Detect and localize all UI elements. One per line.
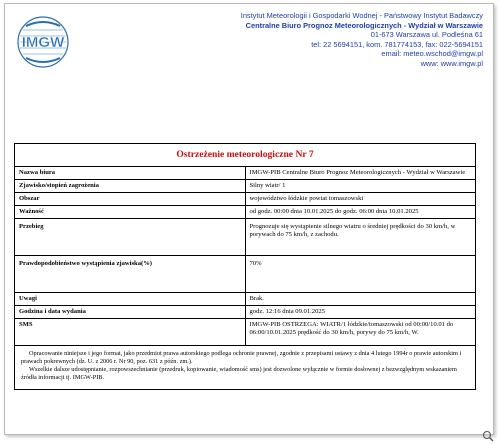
www-line[interactable]: www: www.imgw.pl [420,58,483,68]
row-value: od godz. 00:00 dnia 10.01.2025 do godz. 06:00 dnia 10.01.2025 [245,206,476,219]
row-value: godz. 12:16 dnia 09.01.2025 [245,306,476,319]
imgw-logo [17,16,69,68]
row-value: IMGW-PIB Centralne Biuro Prognoz Meteorologicznych - Wydział w Warszawie [245,167,476,180]
row-label: Przebieg [15,219,246,256]
row-label: Prawdopodobieństwo wystąpienia zjawiska(%) [15,256,246,293]
copyright-note [15,346,476,390]
row-label: SMS [15,319,246,346]
table-row [15,167,476,180]
table-row [15,256,476,293]
row-label: Ważność [15,206,246,219]
warning-title: Ostrzeżenie meteorologiczne Nr 7 [15,144,476,167]
row-value: Prognozuje się wystąpienie silnego wiatru o średniej prędkości do 30 km/h, w porywach do 75 km/h, z zachodu. [245,219,476,256]
phone-line: tel: 22 5694151, kom. 781774153, fax: 022-5694151 [311,39,483,49]
distribution-paragraph: Wszelkie dalsze udostępnianie, rozpowszechnianie (przedruk, kopiowanie, wiadomość sms) jest dozwolone wyłącznie w formie dosłownej z bezwzględnym wskazaniem źródła informacji tj. IMGW-PIB. [21,366,457,381]
zoom-icon[interactable] [482,430,496,442]
table-row [15,180,476,193]
row-value: Brak. [245,293,476,306]
table-row [15,193,476,206]
address: 01-673 Warszawa ul. Podleśna 61 [370,30,483,40]
institute-name: Instytut Meteorologii i Gospodarki Wodnej - Państwowy Instytut Badawczy [240,11,483,20]
table-row [15,219,476,256]
logo-text: IMGW [21,34,65,51]
office-name: Centralne Biuro Prognoz Meteorologicznych - Wydział w Warszawie [245,20,483,30]
row-label: Uwagi [15,293,246,306]
email-line[interactable]: email: meteo.wschod@imgw.pl [381,49,483,59]
row-label: Nazwa biura [15,167,246,180]
row-value: IMGW-PIB OSTRZEGA: WIATR/1 łódzkie/tomaszowski od 00:00/10.01 do 06:00/10.01.2025 prędkość do 30 km/h, porywy do 75 km/h, W. [245,319,476,346]
row-label: Obszar [15,193,246,206]
footer-row [15,346,476,390]
institute-header [143,11,483,69]
copyright-paragraph: Opracowanie niniejsze i jego format, jako przedmiot prawa autorskiego podlega ochronie prawnej, zgodnie z przepisami ustawy z dnia 4 lutego 1994r o prawie autorskim i prawach pokrewnych (dz. U. z 2006 r. Nr 90, poz. 631 z późn. zm.). [21,350,462,365]
row-value: województwo łódzkie powiat tomaszowski [245,193,476,206]
row-value: 70% [245,256,476,293]
table-row [15,293,476,306]
row-value: Silny wiatr/ 1 [245,180,476,193]
table-row [15,319,476,346]
row-label: Godzina i data wydania [15,306,246,319]
warning-table [14,143,476,390]
table-row [15,306,476,319]
table-row [15,206,476,219]
row-label: Zjawisko/stopień zagrożenia [15,180,246,193]
